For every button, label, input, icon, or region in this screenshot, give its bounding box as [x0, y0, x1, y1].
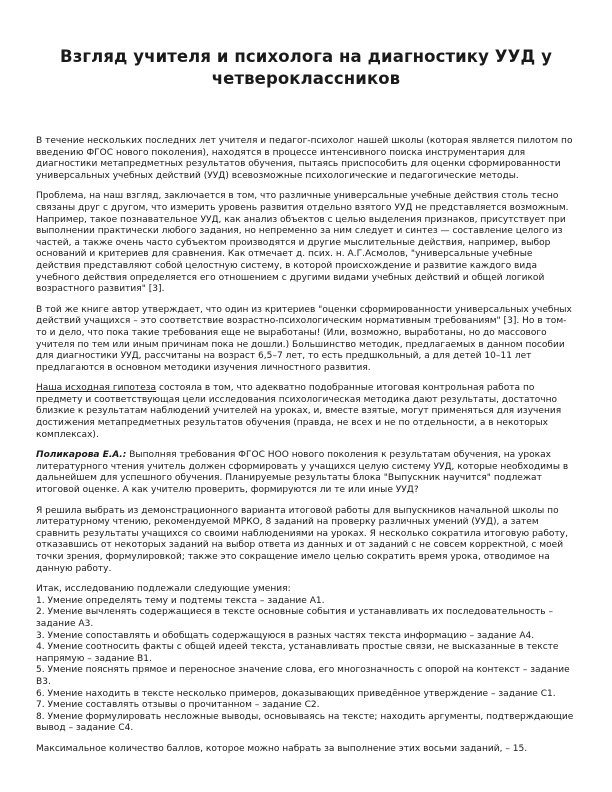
list-item: 3. Умение сопоставлять и обобщать содержащуюся в разных частях текста информацию – задание А4.: [36, 630, 535, 641]
hypothesis-text: состояла в том, что адекватно подобранные итоговая контрольная работа по предмету и соответствующая цели исследования психологическая методика дают результаты, достаточно близкие к результатам наблюдений учителей на уроках, и, вместе взятые, могут применяться для изучения достижения метапредметных результатов обучения (правда, не всех и не по отдельности, а в некоторых комплексах).: [36, 383, 562, 440]
list-item: 5. Умение пояснять прямое и переносное значение слова, его многозначность с опорой на контекст – задание В3.: [36, 665, 570, 687]
page-title: Взгляд учителя и психолога на диагностику УУД у четвероклассников: [60, 47, 552, 88]
paragraph-criteria: В той же книге автор утверждает, что один из критериев "оценки сформированности универсальных учебных действий учащихся – это соответствие возрастно-психологическим нормативным требованиям" [3]. Но в том-то и дело, что пока такие требования еще не выработаны! (Или, возможно, выработаны, но до массового учителя по тем или иным причинам пока не дошли.) Большинство методик, предлагаемых в данном пособии для диагностики УУД, рассчитаны на возраст 6,5–7 лет, то есть предшкольный, а для детей 10–11 лет предлагаются в основном методики изучения личностного развития.: [36, 304, 572, 373]
skills-list-block: [36, 584, 576, 735]
polikarpova-text: Выполняя требования ФГОС НОО нового поколения к результатам обучения, на уроках литературного чтения учитель должен сформировать у учащихся целую систему УУД, которые необходимы в дальнейшем для успешного обучения. Планируемые результаты блока "Выпускник научится" подлежат итоговой оценке. А как учителю проверить, формируются ли те или иные УУД?: [36, 450, 569, 496]
hypothesis-lead: Наша исходная гипотеза: [36, 383, 157, 394]
paragraph-polikarpova: [36, 450, 576, 496]
list-item: 7. Умение составлять отзывы о прочитанном – задание С2.: [36, 700, 320, 711]
list-item: 8. Умение формулировать несложные выводы, основываясь на тексте; находить аргументы, подтверждающие вывод – задание С4.: [36, 711, 574, 734]
list-item: 1. Умение определять тему и подтемы текста – задание А1.: [36, 595, 325, 606]
skills-intro: Итак, исследованию подлежали следующие умения:: [36, 584, 291, 595]
paragraph-final: Максимальное количество баллов, которое можно набрать за выполнение этих восьми заданий, – 15.: [36, 743, 528, 754]
list-item: 6. Умение находить в тексте несколько примеров, доказывающих приведённое утверждение – задание С1.: [36, 688, 556, 699]
list-item: 2. Умение вычленять содержащиеся в тексте основные события и устанавливать их последовательность – задание А3.: [36, 607, 553, 629]
paragraph-hypothesis: [36, 383, 576, 441]
paragraph-decided: Я решила выбрать из демонстрационного варианта итоговой работы для выпускников начальной школы по литературному чтению, рекомендуемой МРКО, 8 заданий на проверку различных умений (УУД), а затем сравнить результаты учащихся со своими наблюдениями на уроках. Я несколько сократила итоговую работу, отказавшись от некоторых заданий на выбор ответа из данных и от заданий с не совсем корректной, с моей точки зрения, формулировкой; также это сокращение имело целью сократить время урока, отводимое на данную работу.: [36, 505, 568, 574]
list-item: 4. Умение соотносить факты с общей идеей текста, устанавливать простые связи, не высказанные в тексте напрямую – задание В1.: [36, 642, 559, 664]
paragraph-intro: В течение нескольких последних лет учителя и педагог-психолог нашей школы (которая является пилотом по введению ФГОС нового поколения), находятся в процессе интенсивного поиска инструментария для диагностики метапредметных результатов обучения, пытаясь приспособить для оценки сформированности универсальных учебных действий (УУД) всевозможные психологические и педагогические методы.: [36, 136, 573, 181]
paragraph-problem: Проблема, на наш взгляд, заключается в том, что различные универсальные учебные действия столь тесно связаны друг с другом, что измерить уровень развития отдельно взятого УУД не представляется возможным. Например, такое познавательное УУД, как анализ объектов с целью выделения признаков, присутствует при выполнении практически любого задания, но непременно за ним следует и синтез — составление целого из частей, а также очень часто субъектом производятся и другие мыслительные действия, например, выбор оснований и критериев для сравнения. Как отмечает д. псих. н. А.Г.Асмолов, "универсальные учебные действия представляют собой целостную систему, в которой происхождение и развитие каждого вида учебного действия определяется его отношением с другими видами учебных действий и общей логикой возрастного развития" [3].: [36, 191, 569, 295]
author-name: Поликарова Е.А.:: [36, 450, 127, 461]
skills-list: [36, 596, 576, 735]
